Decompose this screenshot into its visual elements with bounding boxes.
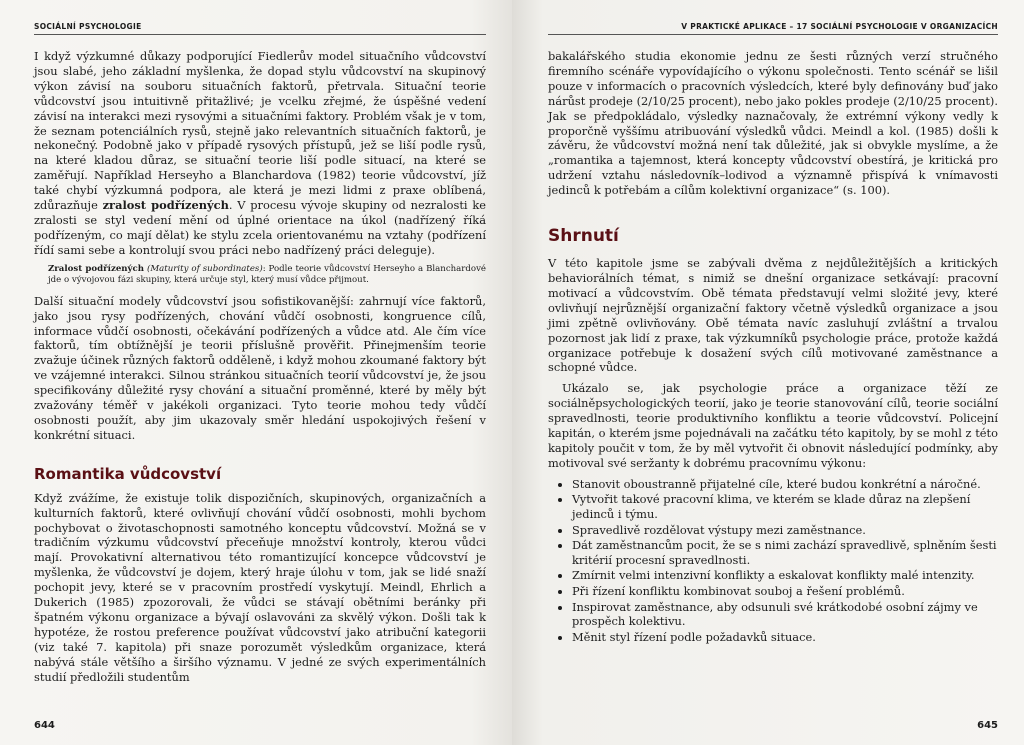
recommendation-list <box>548 477 998 645</box>
paragraph-meindl-study: bakalářského studia ekonomie jednu ze šesti různých verzí stručného firemního scénáře vypovídajícího o výkonu společnosti. Tento scénář se lišil pouze v informacích o pracovních výsledcích, které byly definovány buď jako nárůst prodeje (2/10/25 procent), nebo jako pokles prodeje (2/10/25 procent). Jak se předpokládalo, výsledky naznačovaly, že extrémní výkony vedly k proporčně vyššímu atribuování výsledků vůdci. Meindl a kol. (1985) došli k závěru, že vůdcovství možná není tak důležité, jak si obvykle myslíme, a že „romantika a tajemnost, která koncepty vůdcovství obestírá, je kritická pro udržení vztahu následovník–lodivod a významně přispívá k vnímavosti jedinců k potřebám a cílům kolektivní organizace“ (s. 100). <box>548 49 998 198</box>
paragraph-summary-theories: Ukázalo se, jak psychologie práce a organizace těží ze sociálněpsychologických teorií, jako je teorie stanovování cílů, teorie sociální spravedlnosti, teorie produktivního konfliktu a teorie vůdcovství. Policejní kapitán, o kterém jsme pojednávali na začátku této kapitoly, by se mohl z této kapitoly poučit v tom, že by měl vytvořit či obnovit následující podmínky, aby motivoval své seržanty k dobrému pracovnímu výkonu: <box>548 381 998 470</box>
paragraph-situational-models <box>34 49 486 258</box>
margin-definition-note <box>48 264 486 286</box>
list-item: • Při řízení konfliktu kombinovat souboj a řešení problémů. <box>572 584 998 599</box>
paragraph-text: I když výzkumné důkazy podporující Fiedlerův model situačního vůdcovství jsou slabé, jeho základní myšlenka, že dopad stylu vůdcovství na skupinový výkon závisí na souboru situačních faktorů, přetrvala. Situační teorie vůdcovství jsou intuitivně přitažlivé; je vcelku zřejmé, že úspěšné vedení závisí na interakci mezi rysovými a situačními faktory. Problém však je v tom, že seznam potenciálních rysů, stejně jako relevantních situačních faktorů, je nekonečný. Podobně jako v případě rysových přístupů, jež se liší podle rysů, na které kladou důraz, se situační teorie liší podle situací, na které se zaměřují. Například Herseyho a Blanchardova (1982) teorie vůdcovství, jíž také chybí výzkumná podpora, ale která je mezi lidmi z praxe oblíbená, zdůrazňuje <box>34 49 486 213</box>
page-number-left: 644 <box>34 720 55 731</box>
list-item: • Inspirovat zaměstnance, aby odsunuli své krátkodobé osobní zájmy ve prospěch kolektivu. <box>572 600 998 629</box>
note-english-term: (Maturity of subordinates) <box>147 263 263 274</box>
right-page <box>512 0 1024 745</box>
list-item: • Zmírnit velmi intenzivní konflikty a eskalovat konflikty malé intenzity. <box>572 568 998 583</box>
section-heading-romantika: Romantika vůdcovství <box>34 464 222 483</box>
running-head-left: SOCIÁLNÍ PSYCHOLOGIE <box>34 22 486 35</box>
note-term: Zralost podřízených <box>48 263 145 274</box>
page-number-right: 645 <box>977 720 998 731</box>
paragraph-text: . V procesu vývoje skupiny od nezralosti ke zralosti se styl vedení mění od úplné orientace na úkol (nadřízený říká podřízeným, co mají dělat) ke stylu zcela orientovanému na vztahy (podřízení řídí sami sebe a kontrolují svou práci nebo nadřízený práci deleguje). <box>34 198 486 257</box>
paragraph-sophisticated-models: Další situační modely vůdcovství jsou sofistikovanější: zahrnují více faktorů, jako jsou rysy podřízených, chování vůdčí osobnosti, kongruence cílů, informace vůdčí osobnosti, očekávání podřízených a vůdce atd. Ale čím více faktorů, tím obtížnější je teorii příslušně prověřit. Přinejmenším teorie zvažuje účinek různých faktorů odděleně, i když mohou zkoumané faktory být ve vzájemné interakci. Silnou stránkou situačních teorií vůdcovství je, že jsou specifikovány důležité rysy chování a situační proměnné, které by měly být zvažovány téměř v jakékoli organizaci. Tyto teorie mohou tedy vůdčí osobnosti použít, aby jim ukazovaly směr hledání uspokojivých řešení v konkrétní situaci. <box>34 293 486 442</box>
running-head-right: V PRAKTICKÉ APLIKACE – 17 SOCIÁLNÍ PSYCHOLOGIE V ORGANIZACÍCH <box>548 22 998 35</box>
section-heading-shrnuti: Shrnutí <box>548 226 619 247</box>
paragraph-romance-of-leadership: Když zvážíme, že existuje tolik dispozičních, skupinových, organizačních a kulturních faktorů, které ovlivňují chování vůdčí osobnosti, mohli bychom pochybovat o životaschopnosti samotného konceptu vůdcovství. Možná se v tradičním výzkumu vůdcovství přeceňuje množství kontroly, kterou vůdci mají. Provokativní alternativou této romantizující koncepce vůdcovství je myšlenka, že vůdcovství je dojem, který hraje úlohu v tom, jak se lidé snaží pochopit jevy, které se v pracovním prostředí vyskytují. Meindl, Ehrlich a Dukerich (1985) zpozorovali, že vůdci se stávají obětními beránky při špatném výkonu organizace a bývají oslavováni za skvělý výkon. Došli tak k hypotéze, že rostou preference používat vůdcovství jako atribuční kategorii (viz také 7. kapitola) při snaze porozumět výsledkům organizace, která nabývá stále většího a širšího významu. V jedné ze svých experimentálních studií předložili studentům <box>34 490 486 684</box>
list-item: • Stanovit oboustranně přijatelné cíle, které budou konkrétní a náročné. <box>572 477 998 492</box>
list-item: • Vytvořit takové pracovní klima, ve kterém se klade důraz na zlepšení jedinců i týmu. <box>572 492 998 521</box>
key-term-zralost: zralost podřízených <box>102 198 229 213</box>
note-text: : Podle teorie vůdcovství Herseyho a Blanchardové jde o vývojovou fázi skupiny, která určuje styl, který musí vůdce přijmout. <box>48 263 487 285</box>
paragraph-summary-topics: V této kapitole jsme se zabývali dvěma z nejdůležitějších a kritických behaviorálních témat, s nimiž se dnešní organizace setkávají: pracovní motivací a vůdcovstvím. Obě témata představují velmi složité jevy, které ovlivňují nejrůznější organizační faktory včetně výsledků organizace a jsou jimi zpětně ovlivňovány. Obě témata navíc zasluhují zvláštní a trvalou pozornost jak lidí z praxe, tak výzkumníků psychologie práce, protože každá organizace potřebuje k dosažení svých cílů motivované zaměstnance a schopné vůdce. <box>548 256 998 375</box>
list-item: • Dát zaměstnancům pocit, že se s nimi zachází spravedlivě, splněním šesti kritérií procesní spravedlnosti. <box>572 538 998 567</box>
list-item: • Měnit styl řízení podle požadavků situace. <box>572 630 998 645</box>
list-item: • Spravedlivě rozdělovat výstupy mezi zaměstnance. <box>572 523 998 538</box>
